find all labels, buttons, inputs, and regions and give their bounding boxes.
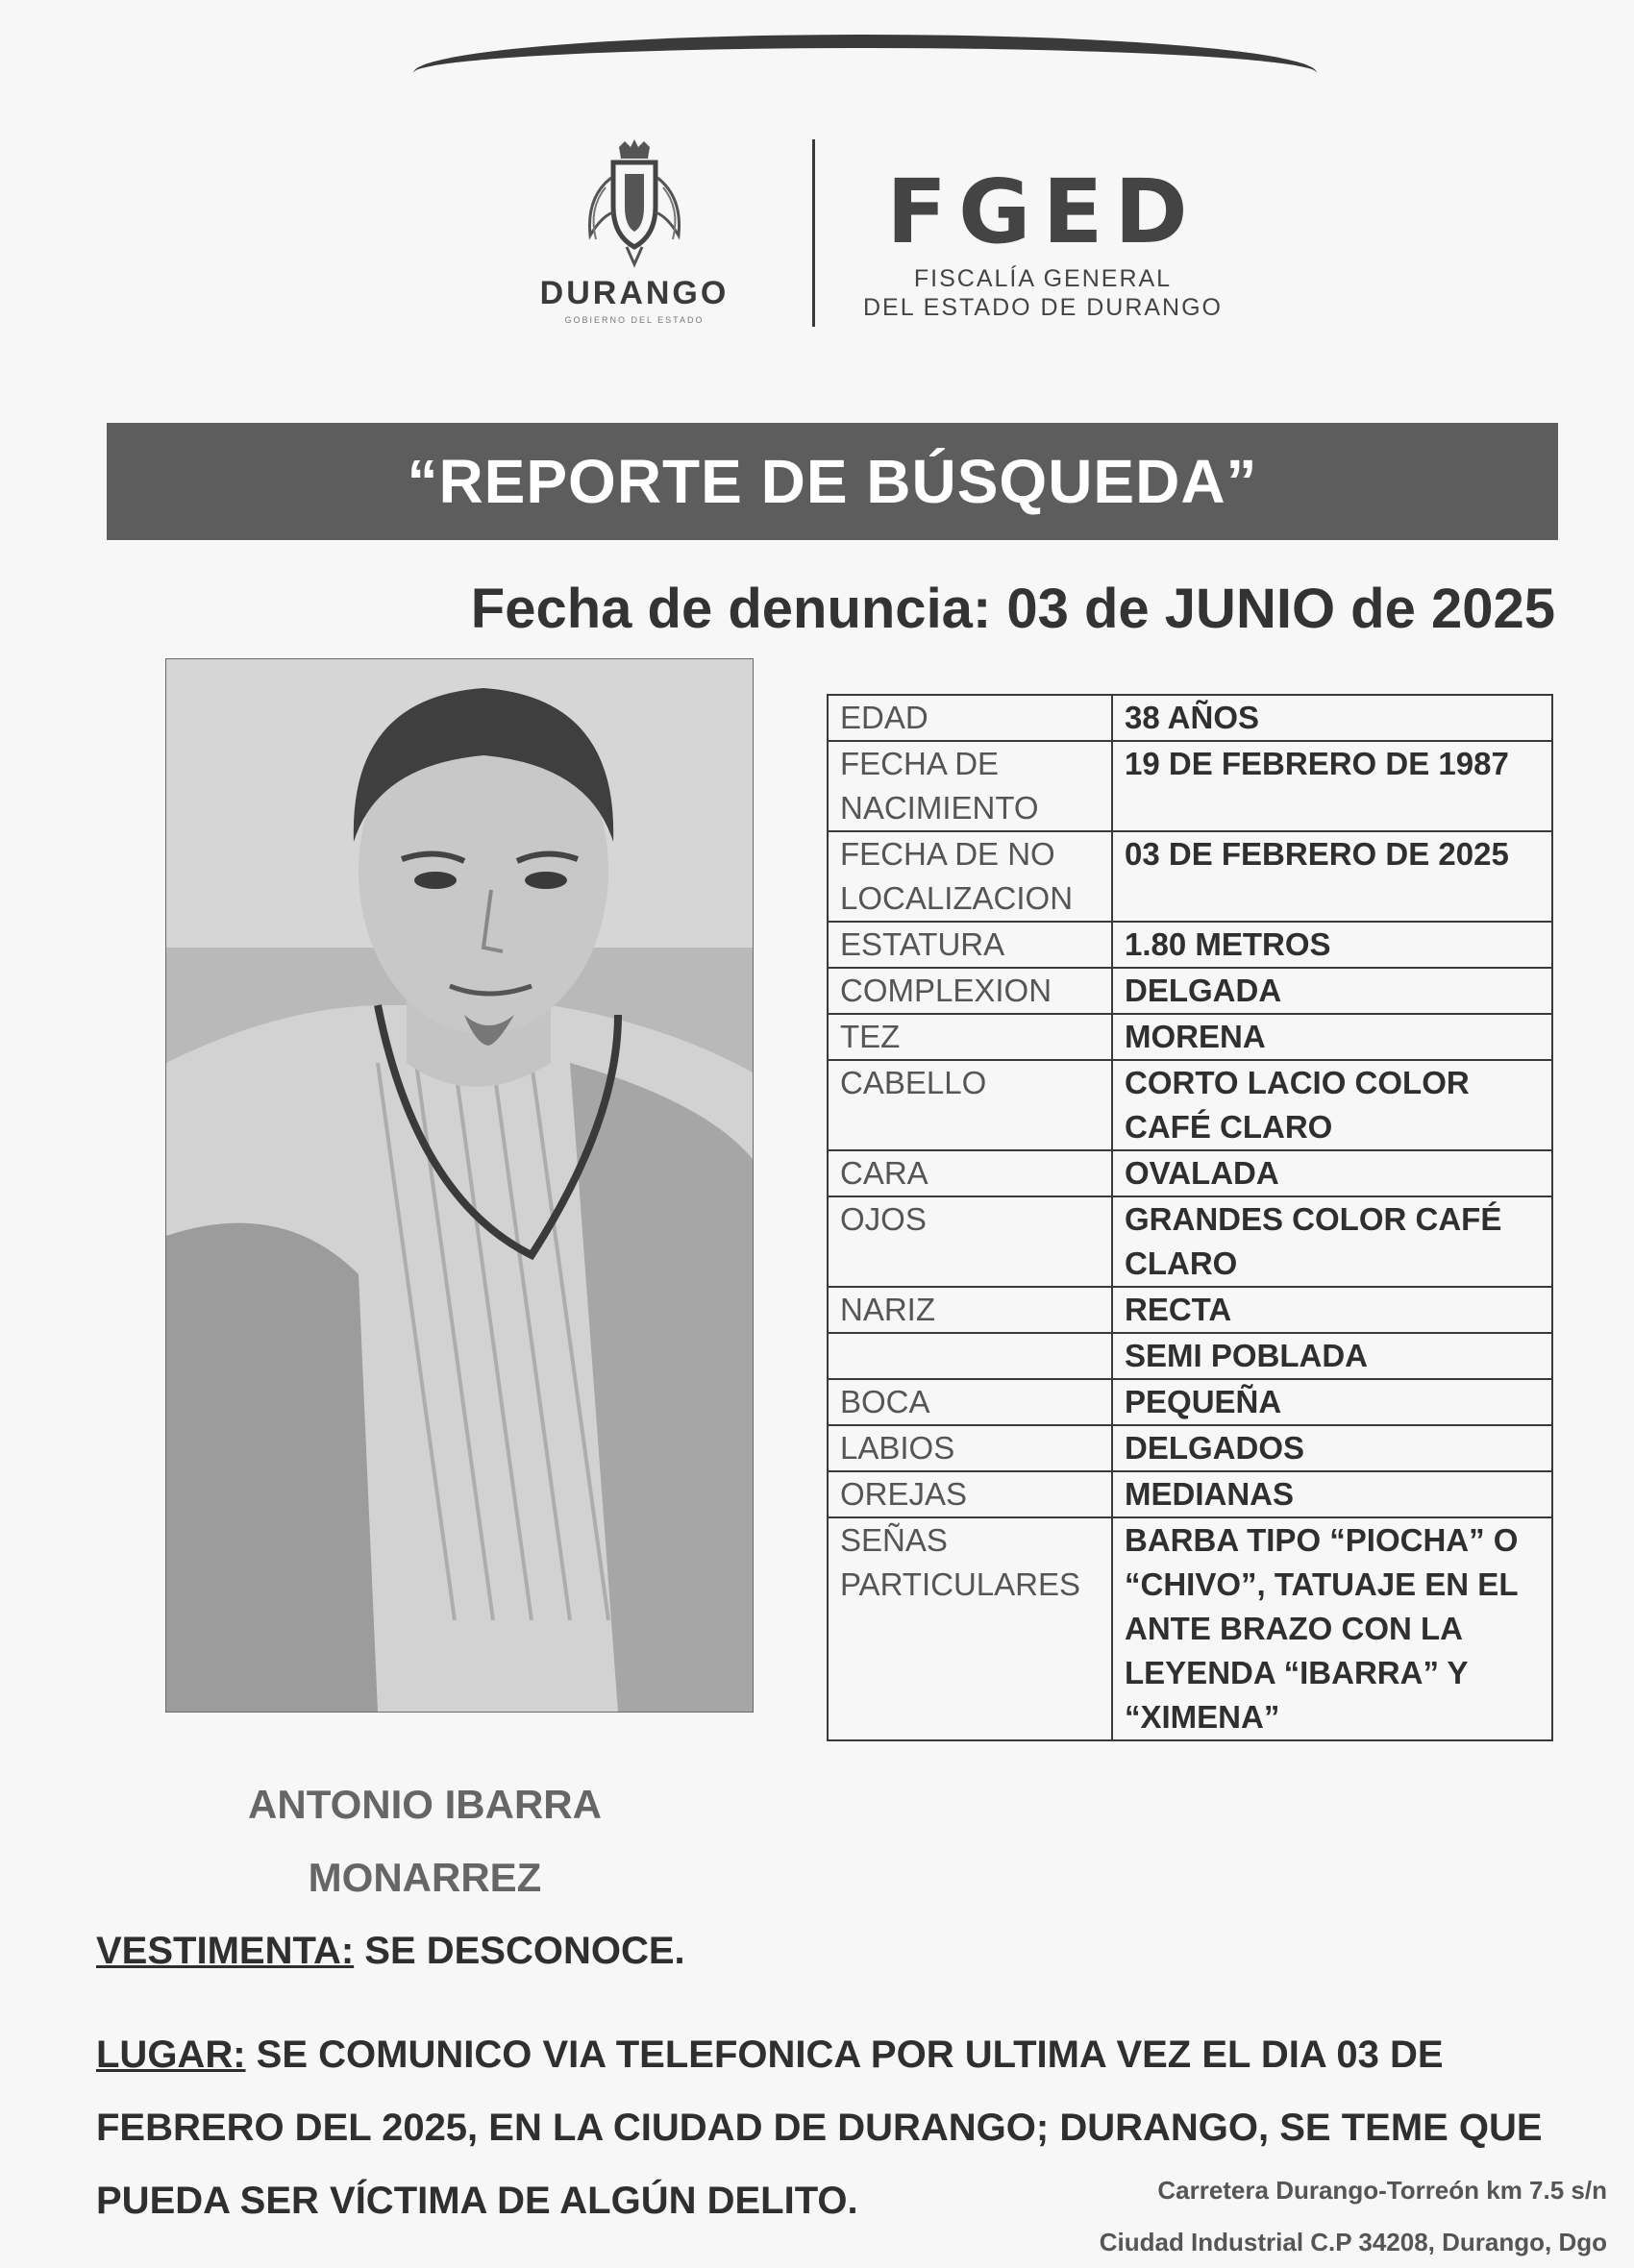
vestimenta-value: SE DESCONOCE. [354,1930,685,1972]
details-label: EDAD [828,695,1112,741]
details-table [827,694,1553,1741]
details-value: MEDIANAS [1112,1471,1552,1517]
details-value: 1.80 METROS [1112,922,1552,968]
details-label: OJOS [828,1196,1112,1287]
report-date: Fecha de denuncia: 03 de JUNIO de 2025 [470,578,1555,640]
person-name [165,1768,684,1914]
details-value: DELGADOS [1112,1425,1552,1471]
address-block [1100,2164,1607,2268]
details-label [828,1333,1112,1379]
details-value: BARBA TIPO “PIOCHA” O “CHIVO”, TATUAJE EN EL ANTE BRAZO CON LA LEYENDA “IBARRA” Y “XIMENA” [1112,1517,1552,1740]
details-row [828,695,1552,741]
details-label: NARIZ [828,1287,1112,1333]
report-title: “REPORTE DE BÚSQUEDA” [407,447,1258,516]
person-name-line2: MONARREZ [308,1855,542,1900]
vestimenta-label: VESTIMENTA: [96,1930,355,1972]
address-line1: Carretera Durango-Torreón km 7.5 s/n [1157,2176,1607,2205]
address-line2: Ciudad Industrial C.P 34208, Durango, Dgo [1099,2228,1607,2256]
details-value: MORENA [1112,1014,1552,1060]
details-value: RECTA [1112,1287,1552,1333]
details-row [828,1517,1552,1740]
details-row [828,1471,1552,1517]
fged-title: FGED [886,160,1200,263]
lugar-label: LUGAR: [96,2034,246,2076]
details-value: CORTO LACIO COLOR CAFÉ CLARO [1112,1060,1552,1150]
details-value: GRANDES COLOR CAFÉ CLARO [1112,1196,1552,1287]
details-value: OVALADA [1112,1150,1552,1196]
details-label: FECHA DE NACIMIENTO [828,741,1112,831]
details-value: 19 DE FEBRERO DE 1987 [1112,741,1552,831]
details-label: CABELLO [828,1060,1112,1150]
details-row [828,741,1552,831]
header-divider [812,139,815,327]
person-photo [165,658,754,1713]
details-label: ESTATURA [828,922,1112,968]
durango-subtitle: GOBIERNO DEL ESTADO [564,315,705,325]
details-row [828,922,1552,968]
coat-of-arms-icon [577,139,692,274]
details-row [828,1014,1552,1060]
header-swoosh [413,35,1317,73]
details-label: CARA [828,1150,1112,1196]
details-row [828,831,1552,922]
durango-logo [481,135,769,336]
details-value: SEMI POBLADA [1112,1333,1552,1379]
details-row [828,1060,1552,1150]
fged-subtitle-line2: DEL ESTADO DE DURANGO [863,294,1223,321]
details-value: PEQUEÑA [1112,1379,1552,1425]
details-row [828,1196,1552,1287]
details-value: 38 AÑOS [1112,695,1552,741]
lugar-value: SE COMUNICO VIA TELEFONICA POR ULTIMA VEZ EL DIA 03 DE FEBRERO DEL 2025, EN LA CIUDAD DE DURANGO; DURANGO, SE TEME QUE PUEDA SER VÍCTIMA DE ALGÚN DELITO. [96,2034,1543,2222]
details-label: FECHA DE NO LOCALIZACION [828,831,1112,922]
person-name-line1: ANTONIO IBARRA [248,1782,602,1827]
report-title-bar [107,423,1558,540]
person-silhouette-icon [166,659,753,1712]
details-row [828,968,1552,1014]
details-row [828,1425,1552,1471]
details-label: SEÑAS PARTICULARES [828,1517,1112,1740]
fged-logo [836,160,1250,322]
details-label: BOCA [828,1379,1112,1425]
details-label: COMPLEXION [828,968,1112,1014]
details-row [828,1333,1552,1379]
header [481,135,1250,336]
details-row [828,1379,1552,1425]
details-label: TEZ [828,1014,1112,1060]
details-row [828,1287,1552,1333]
fged-subtitle-line1: FISCALÍA GENERAL [913,265,1173,292]
details-label: LABIOS [828,1425,1112,1471]
details-value: DELGADA [1112,968,1552,1014]
details-row [828,1150,1552,1196]
details-value: 03 DE FEBRERO DE 2025 [1112,831,1552,922]
details-label: OREJAS [828,1471,1112,1517]
vestimenta-section [96,1930,685,1973]
durango-wordmark: DURANGO [539,275,730,311]
